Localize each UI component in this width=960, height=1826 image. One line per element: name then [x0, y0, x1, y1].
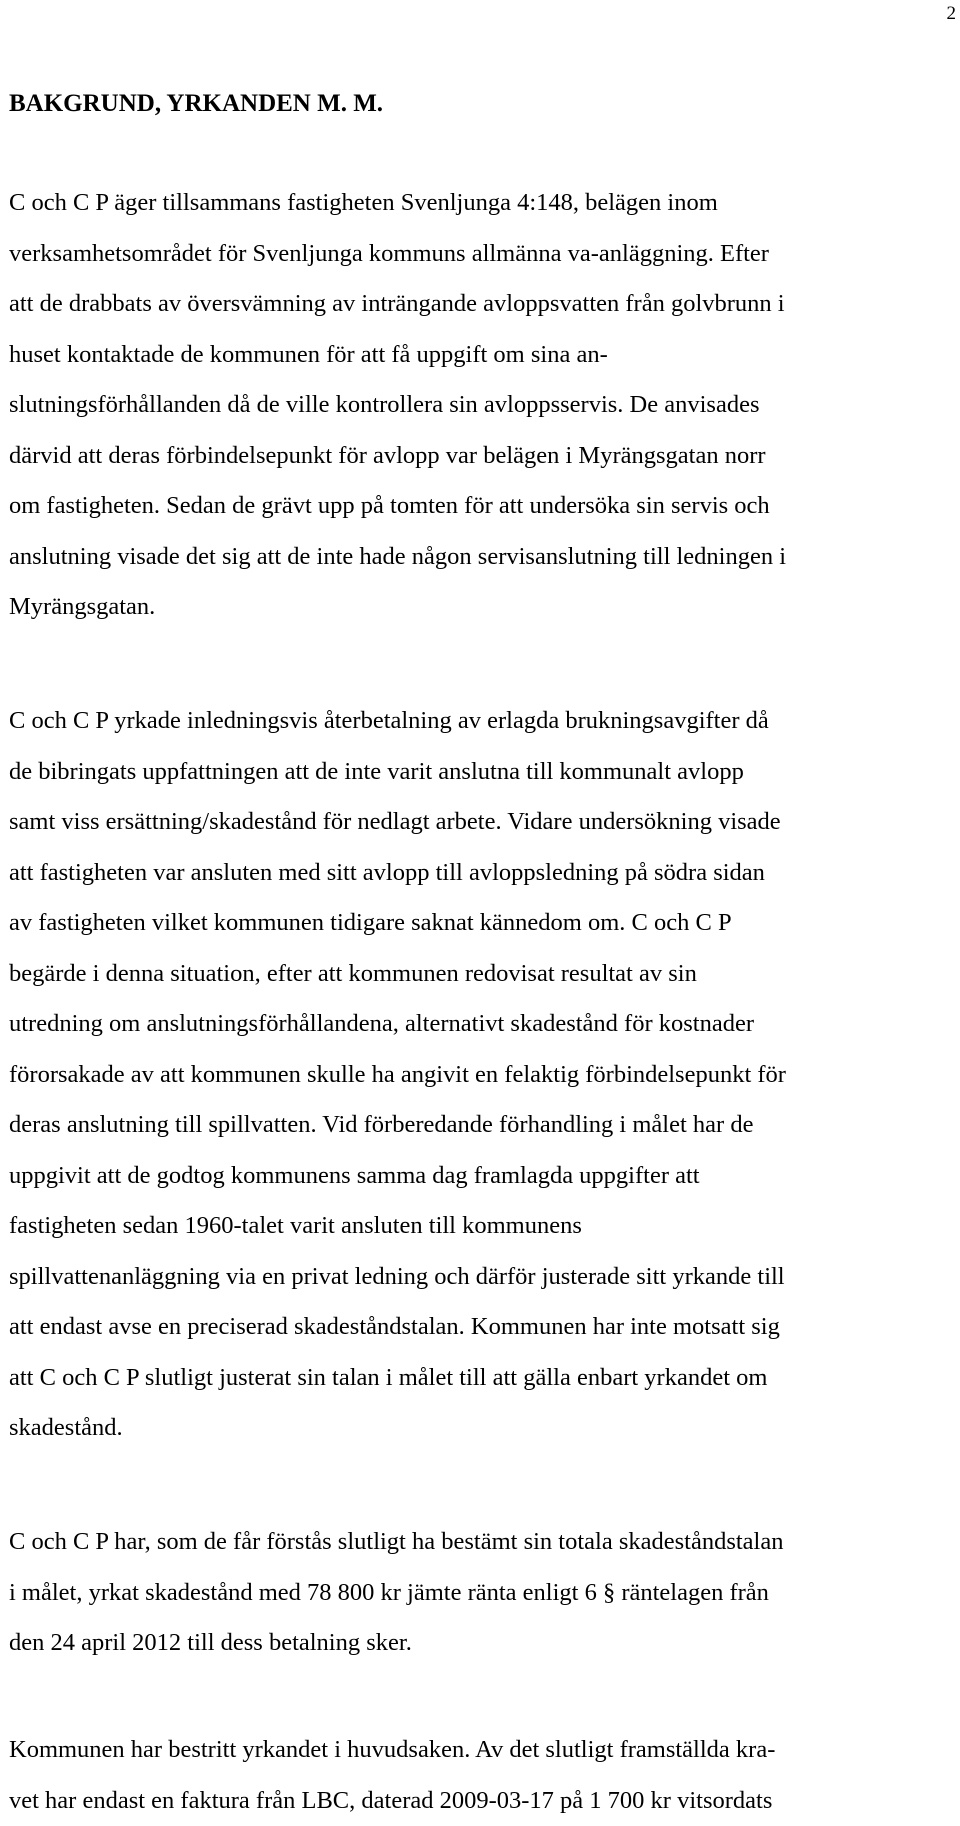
text-line: samt viss ersättning/skadestånd för nedlagt arbete. Vidare undersökning visade: [9, 797, 786, 848]
text-line: om fastigheten. Sedan de grävt upp på tomten för att undersöka sin servis och: [9, 481, 786, 532]
text-line: att endast avse en preciserad skadeståndstalan. Kommunen har inte motsatt sig: [9, 1302, 786, 1353]
text-line: anslutning visade det sig att de inte hade någon servisanslutning till ledningen i: [9, 532, 786, 583]
page-number: 2: [947, 4, 957, 23]
text-line: slutningsförhållanden då de ville kontrollera sin avloppsservis. De anvisades: [9, 380, 786, 431]
text-line: utredning om anslutningsförhållandena, alternativt skadestånd för kostnader: [9, 999, 786, 1050]
text-line: i målet, yrkat skadestånd med 78 800 kr jämte ränta enligt 6 § räntelagen från: [9, 1568, 783, 1619]
text-line: C och C P yrkade inledningsvis återbetalning av erlagda brukningsavgifter då: [9, 696, 786, 747]
text-line: att de drabbats av översvämning av inträngande avloppsvatten från golvbrunn i: [9, 279, 786, 330]
text-line: skadestånd.: [9, 1403, 786, 1454]
paragraph-municipality-response: [9, 1725, 775, 1826]
text-line: Kommunen har bestritt yrkandet i huvudsaken. Av det slutligt framställda kra-: [9, 1725, 775, 1776]
text-line: därvid att deras förbindelsepunkt för avlopp var belägen i Myrängsgatan norr: [9, 431, 786, 482]
text-line: spillvattenanläggning via en privat ledning och därför justerade sitt yrkande till: [9, 1252, 786, 1303]
text-line: deras anslutning till spillvatten. Vid förberedande förhandling i målet har de: [9, 1100, 786, 1151]
text-line: C och C P äger tillsammans fastigheten Svenljunga 4:148, belägen inom: [9, 178, 786, 229]
paragraph-ownership-background: [9, 178, 786, 633]
section-heading: BAKGRUND, YRKANDEN M. M.: [9, 84, 383, 124]
text-line: C och C P har, som de får förstås slutligt ha bestämt sin totala skadeståndstalan: [9, 1517, 783, 1568]
text-line: Myrängsgatan.: [9, 582, 786, 633]
text-line: vet har endast en faktura från LBC, daterad 2009-03-17 på 1 700 kr vitsordats: [9, 1776, 775, 1826]
text-line: verksamhetsområdet för Svenljunga kommuns allmänna va-anläggning. Efter: [9, 229, 786, 280]
paragraph-final-claim: [9, 1517, 783, 1669]
text-line: begärde i denna situation, efter att kommunen redovisat resultat av sin: [9, 949, 786, 1000]
text-line: att C och C P slutligt justerat sin talan i målet till att gälla enbart yrkandet om: [9, 1353, 786, 1404]
text-line: de bibringats uppfattningen att de inte varit anslutna till kommunalt avlopp: [9, 747, 786, 798]
paragraph-initial-claims: [9, 696, 786, 1454]
text-line: den 24 april 2012 till dess betalning sker.: [9, 1618, 783, 1669]
text-line: fastigheten sedan 1960-talet varit ansluten till kommunens: [9, 1201, 786, 1252]
text-line: uppgivit att de godtog kommunens samma dag framlagda uppgifter att: [9, 1151, 786, 1202]
text-line: huset kontaktade de kommunen för att få uppgift om sina an-: [9, 330, 786, 381]
text-line: av fastigheten vilket kommunen tidigare saknat kännedom om. C och C P: [9, 898, 786, 949]
text-line: förorsakade av att kommunen skulle ha angivit en felaktig förbindelsepunkt för: [9, 1050, 786, 1101]
text-line: att fastigheten var ansluten med sitt avlopp till avloppsledning på södra sidan: [9, 848, 786, 899]
